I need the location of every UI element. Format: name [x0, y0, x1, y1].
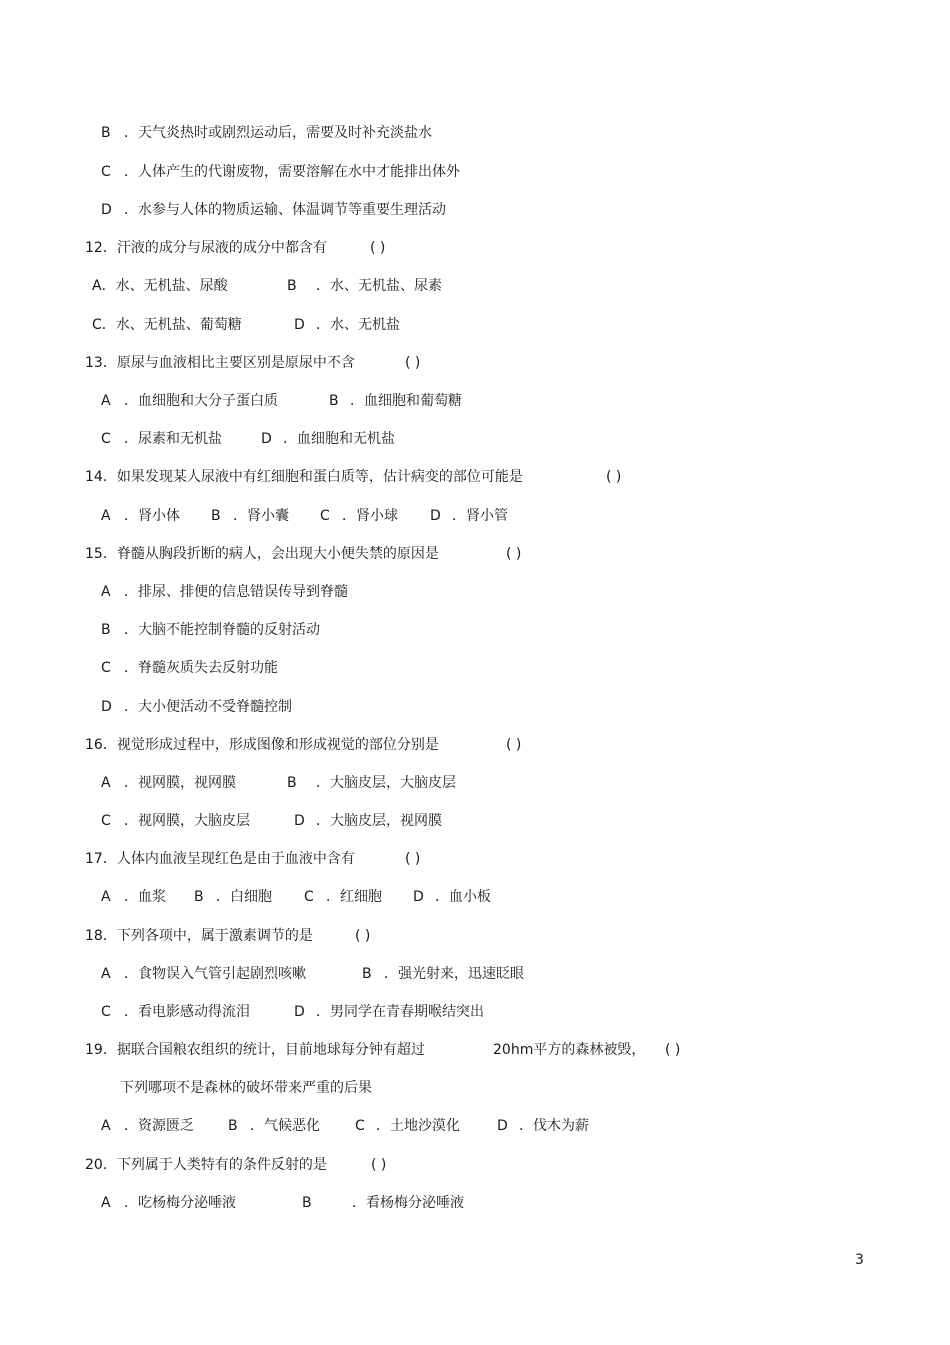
text-segment: A．水、无机盐、尿酸 [92, 278, 228, 294]
text-segment: ．水、无机盐 [316, 317, 400, 333]
text-segment: ．气候恶化 [250, 1118, 320, 1134]
text-segment: ．血细胞和葡萄糖 [350, 393, 462, 409]
text-segment: C [101, 813, 111, 829]
text-segment: A [101, 393, 111, 409]
text-segment: ．白细胞 [216, 889, 272, 905]
text-segment: ( ) [665, 1042, 681, 1058]
text-segment: A [101, 775, 111, 791]
text-segment: ．资源匮乏 [124, 1118, 194, 1134]
text-segment: ．食物误入气管引起剧烈咳嗽 [124, 966, 306, 982]
text-segment: ．吃杨梅分泌唾液 [124, 1195, 236, 1211]
text-segment: ．排尿、排便的信息错误传导到脊髓 [124, 584, 348, 600]
text-segment: B [101, 622, 111, 638]
text-segment: C [101, 1004, 111, 1020]
text-segment: D [294, 1004, 305, 1020]
text-segment: C [101, 660, 111, 676]
text-segment: 16．视觉形成过程中，形成图像和形成视觉的部位分别是 [85, 737, 439, 753]
text-segment: D [413, 889, 424, 905]
text-segment: 20．下列属于人类特有的条件反射的是 [85, 1157, 327, 1173]
text-segment: ．尿素和无机盐 [124, 431, 222, 447]
text-segment: C [355, 1118, 365, 1134]
text-segment: 18．下列各项中，属于激素调节的是 [85, 928, 313, 944]
text-segment: ．红细胞 [326, 889, 382, 905]
text-segment: B [302, 1195, 312, 1211]
text-segment: A [101, 1118, 111, 1134]
text-segment: ．看电影感动得流泪 [124, 1004, 250, 1020]
text-segment: C．水、无机盐、葡萄糖 [92, 317, 242, 333]
text-segment: ．脊髓灰质失去反射功能 [124, 660, 278, 676]
text-segment: B [287, 278, 297, 294]
text-segment: ．男同学在青春期喉结突出 [316, 1004, 484, 1020]
text-segment: ( ) [405, 851, 421, 867]
text-segment: ．肾小囊 [233, 508, 289, 524]
text-segment: ( ) [606, 469, 622, 485]
text-segment: ( ) [370, 240, 386, 256]
text-segment: D [101, 699, 112, 715]
page-number: 3 [855, 1252, 864, 1268]
text-segment: ．水参与人体的物质运输、体温调节等重要生理活动 [124, 202, 446, 218]
text-segment: A [101, 966, 111, 982]
text-segment: ．大脑皮层，视网膜 [316, 813, 442, 829]
text-segment: ( ) [506, 546, 522, 562]
text-segment: ．血浆 [124, 889, 166, 905]
text-segment: C [320, 508, 330, 524]
text-segment: ．肾小球 [342, 508, 398, 524]
text-segment: ( ) [506, 737, 522, 753]
text-segment: ．肾小管 [452, 508, 508, 524]
text-segment: ( ) [355, 928, 371, 944]
text-segment: ．血细胞和大分子蛋白质 [124, 393, 278, 409]
text-segment: ．水、无机盐、尿素 [316, 278, 442, 294]
text-segment: 12．汗液的成分与尿液的成分中都含有 [85, 240, 327, 256]
text-segment: B [228, 1118, 238, 1134]
text-segment: ( ) [405, 355, 421, 371]
text-segment: 20hm平方的森林被毁， [493, 1042, 646, 1058]
text-segment: A [101, 508, 111, 524]
text-segment: B [211, 508, 221, 524]
text-segment: C [304, 889, 314, 905]
text-segment: ．肾小体 [124, 508, 180, 524]
text-segment: ．天气炎热时或剧烈运动后，需要及时补充淡盐水 [124, 125, 432, 141]
text-segment: B [287, 775, 297, 791]
text-segment: D [261, 431, 272, 447]
text-segment: ．大脑皮层，大脑皮层 [316, 775, 456, 791]
text-segment: A [101, 1195, 111, 1211]
text-segment: ．血小板 [435, 889, 491, 905]
text-segment: D [430, 508, 441, 524]
text-segment: C [101, 431, 111, 447]
text-segment: D [294, 813, 305, 829]
text-segment: 17．人体内血液呈现红色是由于血液中含有 [85, 851, 355, 867]
text-segment: ．大脑不能控制脊髓的反射活动 [124, 622, 320, 638]
text-segment: A [101, 889, 111, 905]
text-segment: B [194, 889, 204, 905]
text-segment: ．强光射来，迅速眨眼 [384, 966, 524, 982]
text-segment: B [101, 125, 111, 141]
text-segment: D [101, 202, 112, 218]
text-segment: 14．如果发现某人尿液中有红细胞和蛋白质等，估计病变的部位可能是 [85, 469, 523, 485]
text-segment: 13．原尿与血液相比主要区别是原尿中不含 [85, 355, 355, 371]
text-segment: ．人体产生的代谢废物，需要溶解在水中才能排出体外 [124, 164, 460, 180]
text-segment: A [101, 584, 111, 600]
text-segment: C [101, 164, 111, 180]
text-segment: ．大小便活动不受脊髓控制 [124, 699, 292, 715]
text-segment: 15．脊髓从胸段折断的病人，会出现大小便失禁的原因是 [85, 546, 439, 562]
text-segment: B [362, 966, 372, 982]
text-segment: D [497, 1118, 508, 1134]
text-segment: ．土地沙漠化 [376, 1118, 460, 1134]
text-segment: 19．据联合国粮农组织的统计，目前地球每分钟有超过 [85, 1042, 425, 1058]
text-segment: ．伐木为薪 [519, 1118, 589, 1134]
text-segment: ．看杨梅分泌唾液 [352, 1195, 464, 1211]
text-segment: B [329, 393, 339, 409]
text-segment: ．视网膜，大脑皮层 [124, 813, 250, 829]
text-segment: D [294, 317, 305, 333]
text-segment: ．视网膜，视网膜 [124, 775, 236, 791]
text-segment: ( ) [371, 1157, 387, 1173]
text-segment: ．血细胞和无机盐 [283, 431, 395, 447]
text-segment: 下列哪项不是森林的破坏带来严重的后果 [120, 1080, 372, 1096]
